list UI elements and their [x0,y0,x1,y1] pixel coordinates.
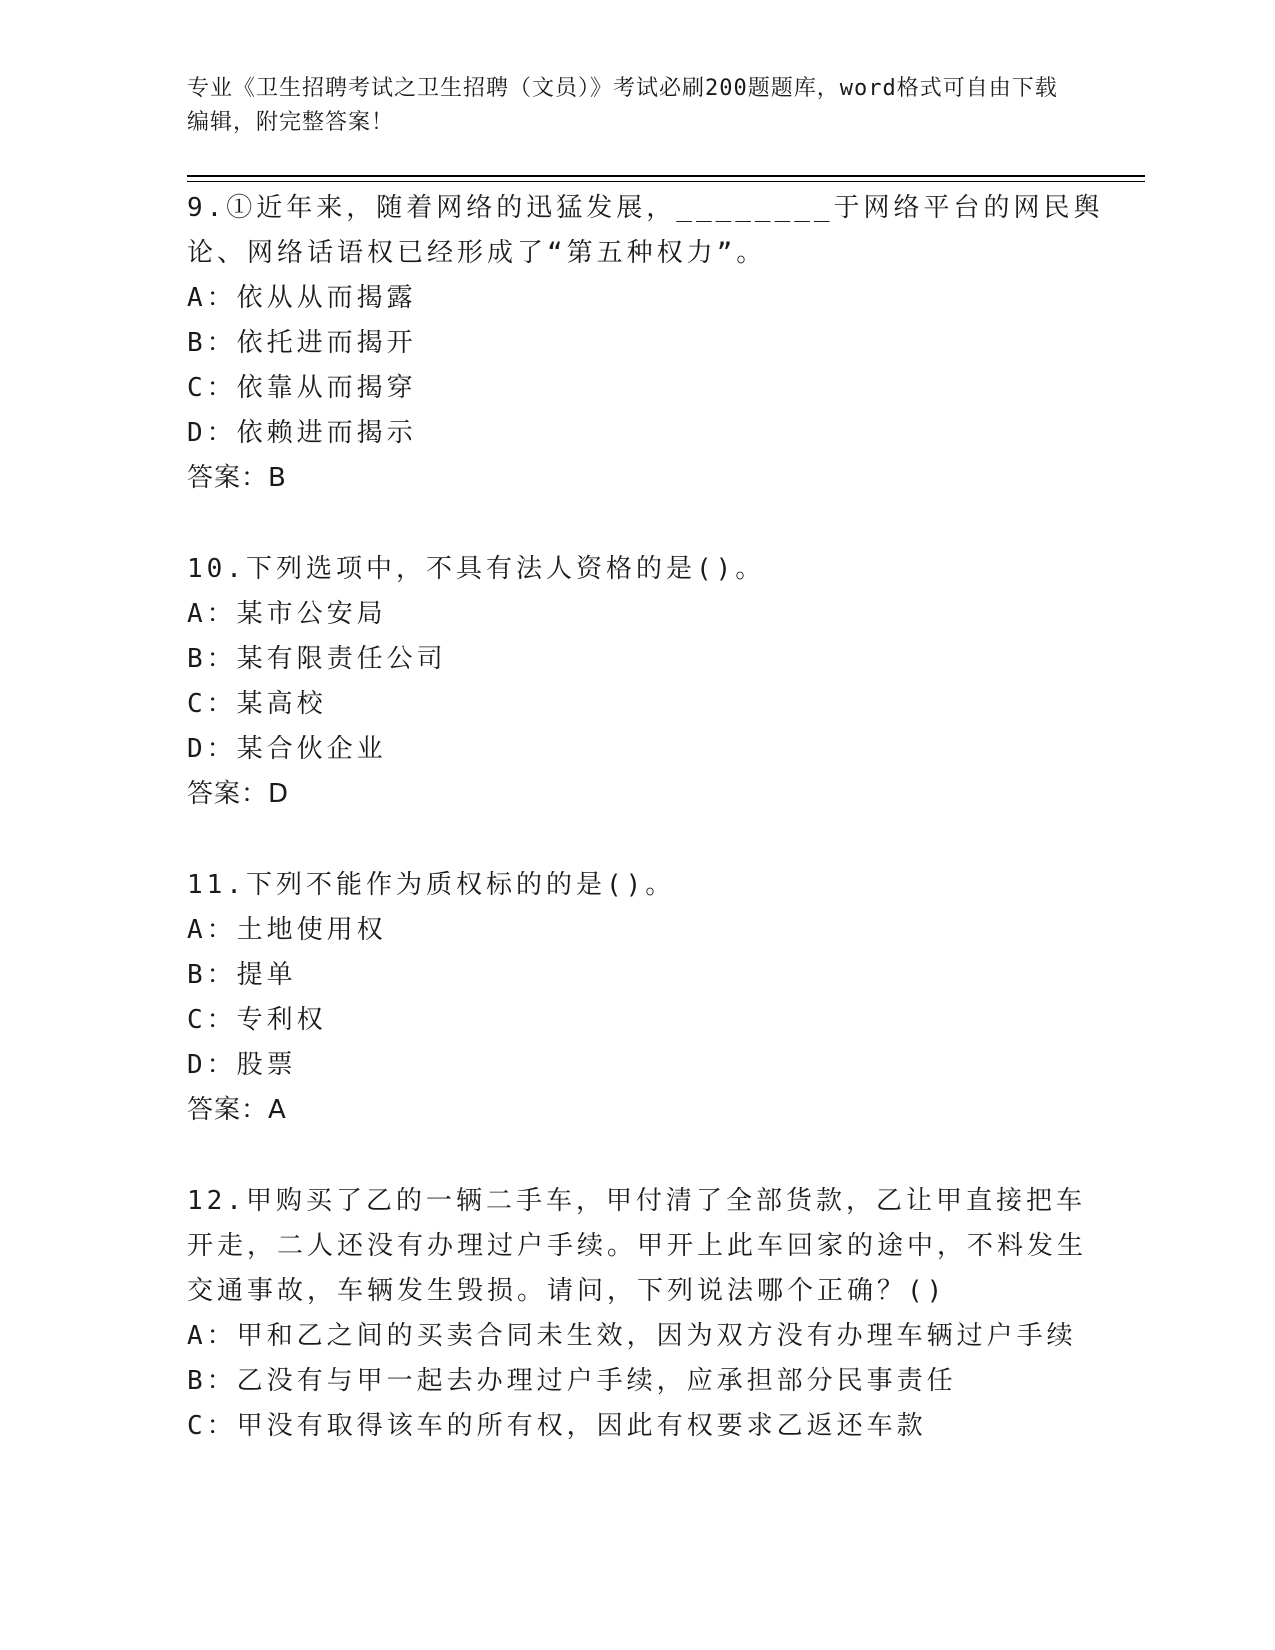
option-b: B：依托进而揭开 [187,328,417,358]
question-10 [187,547,1107,817]
option-b: B：某有限责任公司 [187,644,447,674]
option-a: A：甲和乙之间的买卖合同未生效，因为双方没有办理车辆过户手续 [187,1321,1077,1351]
answer-line: 答案：A [187,1095,287,1125]
question-stem: 12.甲购买了乙的一辆二手车，甲付清了全部货款，乙让甲直接把车开走，二人还没有办理过户手续。甲开上此车回家的途中，不料发生交通事故，车辆发生毁损。请问，下列说法哪个正确？() [187,1186,1088,1306]
question-stem: 9.①近年来，随着网络的迅猛发展，________于网络平台的网民舆论、网络话语权已经形成了“第五种权力”。 [187,193,1104,268]
question-list [187,186,1107,1495]
option-c: C：甲没有取得该车的所有权，因此有权要求乙返还车款 [187,1411,927,1441]
option-d: D：股票 [187,1050,297,1080]
option-a: A：某市公安局 [187,599,387,629]
question-12 [187,1179,1107,1449]
option-b: B：乙没有与甲一起去办理过户手续，应承担部分民事责任 [187,1366,957,1396]
option-c: C：某高校 [187,689,327,719]
question-9 [187,186,1107,501]
document-header: 专业《卫生招聘考试之卫生招聘（文员）》考试必刷200题题库，word格式可自由下载编辑，附完整答案！ [187,76,1058,135]
option-a: A：土地使用权 [187,915,387,945]
option-c: C：专利权 [187,1005,327,1035]
option-a: A：依从从而揭露 [187,283,417,313]
option-c: C：依靠从而揭穿 [187,373,417,403]
option-d: D：依赖进而揭示 [187,418,417,448]
answer-line: 答案：B [187,463,287,493]
header-divider-thin [187,181,1145,182]
option-b: B：提单 [187,960,297,990]
option-d: D：某合伙企业 [187,734,387,764]
question-stem: 11.下列不能作为质权标的的是()。 [187,870,676,900]
question-stem: 10.下列选项中，不具有法人资格的是()。 [187,554,766,584]
question-11 [187,863,1107,1133]
header-divider-thick [187,175,1145,177]
answer-line: 答案：D [187,779,290,809]
